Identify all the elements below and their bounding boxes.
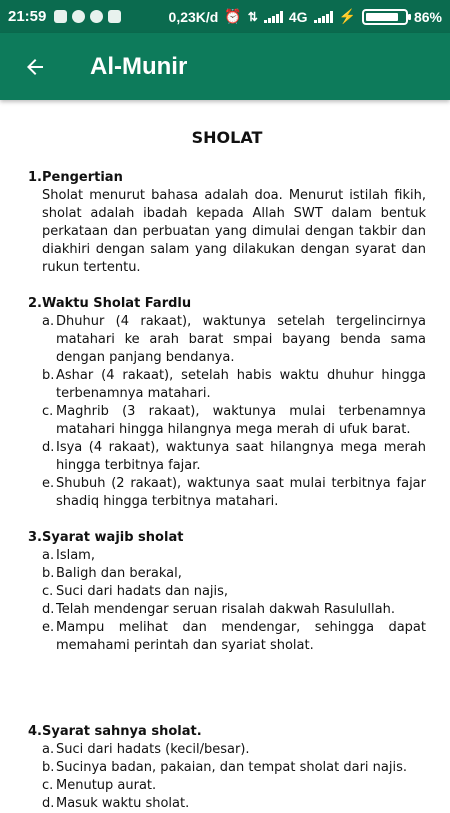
- item-text: Islam,: [56, 548, 95, 563]
- app-notification-icon: [108, 10, 121, 23]
- section-paragraph: Sholat menurut bahasa adalah doa. Menurut istilah fikih, sholat adalah ibadah kepada Allah SWT dalam bentuk perkataan dan perbuatan yang dimulai dengan takbir dan diakhiri dengan salam yang dilakukan dengan syarat dan rukun tertentu.: [42, 188, 426, 275]
- section-heading: [28, 529, 426, 547]
- item-label: a.: [42, 742, 55, 757]
- item-label: d.: [42, 440, 55, 455]
- vibrate-icon: ⇅: [247, 9, 258, 24]
- status-time: 21:59: [8, 8, 47, 25]
- list-item: [42, 439, 426, 475]
- item-label: e.: [42, 620, 55, 635]
- list-item: [42, 741, 426, 759]
- section-title: Syarat sahnya sholat.: [42, 724, 202, 739]
- item-text: Baligh dan berakal,: [56, 566, 182, 581]
- item-text: Masuk waktu sholat.: [56, 796, 190, 811]
- list-item: [42, 795, 426, 813]
- app-bar: [0, 33, 450, 100]
- list-item: [42, 403, 426, 439]
- document-content[interactable]: [0, 100, 450, 811]
- whatsapp-icon: [90, 10, 103, 23]
- item-label: a.: [42, 548, 55, 563]
- notification-icon: [54, 10, 67, 23]
- section-title: Syarat wajib sholat: [42, 530, 184, 545]
- item-label: d.: [42, 796, 55, 811]
- item-label: a.: [42, 314, 55, 329]
- section-number: 1.: [28, 170, 42, 185]
- section-waktu-sholat: [28, 295, 426, 511]
- item-label: b.: [42, 760, 55, 775]
- section-syarat-sah: [28, 723, 426, 813]
- item-list: [28, 313, 426, 511]
- alarm-icon: ⏰: [224, 8, 242, 24]
- item-text: Isya (4 rakaat), waktunya saat hilangnya mega merah hingga terbitnya fajar.: [56, 440, 426, 473]
- section-number: 2.: [28, 296, 42, 311]
- item-text: Shubuh (2 rakaat), waktunya saat mulai terbitnya fajar shadiq hingga terbitnya matahari.: [56, 476, 426, 509]
- list-item: [42, 475, 426, 511]
- item-text: Suci dari hadats dan najis,: [56, 584, 229, 599]
- maps-icon: [72, 10, 85, 23]
- list-item: [42, 547, 426, 565]
- item-label: c.: [42, 404, 54, 419]
- item-text: Ashar (4 rakaat), setelah habis waktu dhuhur hingga terbenamnya matahari.: [56, 368, 426, 401]
- section-pengertian: [28, 169, 426, 277]
- signal-icon: [264, 11, 283, 23]
- item-label: b.: [42, 368, 55, 383]
- item-label: b.: [42, 566, 55, 581]
- list-item: [42, 313, 426, 367]
- item-text: Menutup aurat.: [56, 778, 157, 793]
- section-number: 3.: [28, 530, 42, 545]
- item-label: e.: [42, 476, 55, 491]
- item-text: Maghrib (3 rakaat), waktunya mulai terbenamnya matahari hingga hilangnya mega merah di ufuk barat.: [56, 404, 426, 437]
- list-item: [42, 759, 426, 777]
- section-syarat-wajib: [28, 529, 426, 655]
- section-number: 4.: [28, 724, 42, 739]
- item-label: c.: [42, 584, 54, 599]
- item-label: c.: [42, 778, 54, 793]
- list-item: [42, 601, 426, 619]
- network-type: 4G: [288, 8, 308, 25]
- item-text: Mampu melihat dan mendengar, sehingga dapat memahami perintah dan syariat sholat.: [56, 620, 426, 653]
- network-speed: 0,23K/d: [168, 8, 219, 25]
- section-heading: [28, 169, 426, 187]
- item-list: [28, 741, 426, 813]
- app-title: Al-Munir: [90, 52, 188, 80]
- list-item: [42, 777, 426, 795]
- battery-percent: 86%: [413, 8, 442, 25]
- list-item: [42, 367, 426, 403]
- back-button[interactable]: [0, 33, 70, 100]
- battery-fill: [366, 13, 398, 21]
- section-heading: [28, 295, 426, 313]
- item-list: [28, 547, 426, 655]
- section-title: Pengertian: [42, 170, 123, 185]
- item-text: Suci dari hadats (kecil/besar).: [56, 742, 250, 757]
- status-bar: [0, 0, 450, 33]
- section-heading: [28, 723, 426, 741]
- item-text: Sucinya badan, pakaian, dan tempat sholat dari najis.: [56, 760, 407, 775]
- battery-icon: [362, 9, 408, 25]
- list-item: [42, 583, 426, 601]
- item-text: Telah mendengar seruan risalah dakwah Rasulullah.: [56, 602, 395, 617]
- section-title: Waktu Sholat Fardlu: [42, 296, 192, 311]
- item-label: d.: [42, 602, 55, 617]
- signal-icon-2: [314, 11, 333, 23]
- list-item: [42, 565, 426, 583]
- charging-icon: ⚡: [338, 8, 356, 24]
- back-arrow-icon: [23, 55, 47, 79]
- item-text: Dhuhur (4 rakaat), waktunya setelah tergelincirnya matahari ke arah barat smpai bayang benda sama dengan panjang bendanya.: [56, 314, 426, 365]
- document-title: SHOLAT: [191, 128, 263, 147]
- list-item: [42, 619, 426, 655]
